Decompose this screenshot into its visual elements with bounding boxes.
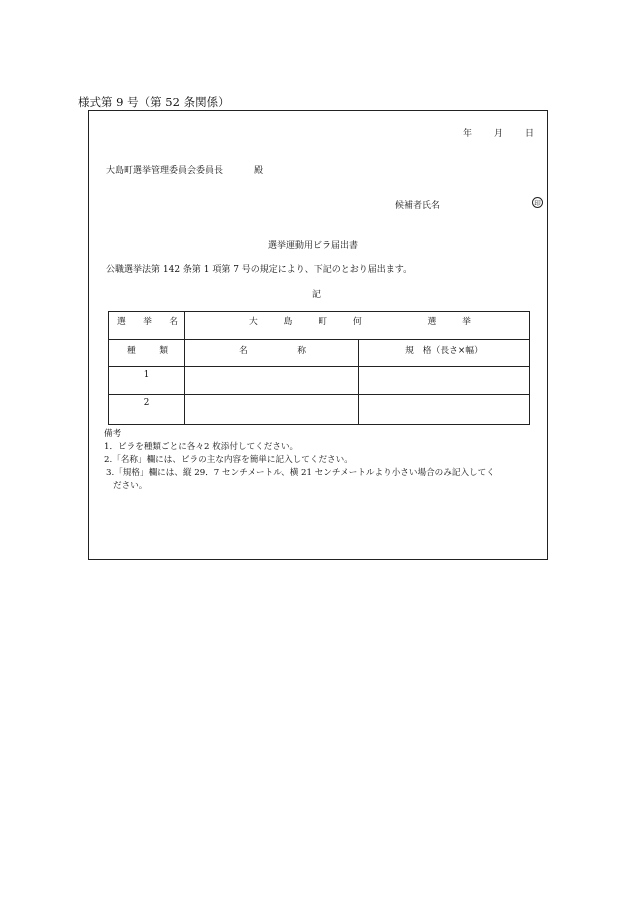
seal-mark: 印 <box>532 197 543 208</box>
spec-header: 規 格（長さ×幅） <box>359 340 530 367</box>
name-cell <box>185 367 359 395</box>
note-item: 2.「名称」欄には、ビラの主な内容を簡単に記入してください。 <box>104 455 353 465</box>
election-value-char: 何 <box>352 317 362 327</box>
document-title: 選挙運動用ビラ届出書 <box>268 241 359 251</box>
note-item: 3.「規格」欄には、縦 29．7 センチメートル、横 21 センチメートルより小さい場合のみ記入してく <box>106 468 495 478</box>
kind-header-char: 類 <box>159 346 168 356</box>
addressee-honorific: 殿 <box>254 166 264 176</box>
form-number: 様式第 9 号（第 52 条関係） <box>78 95 230 109</box>
date-year-label: 年 <box>463 129 473 139</box>
election-label-char: 挙 <box>143 317 152 327</box>
notes-title: 備考 <box>104 429 122 439</box>
election-value-cell <box>185 312 530 340</box>
row-number: 2 <box>109 395 185 425</box>
name-header-char: 名 <box>239 346 248 356</box>
election-label-cell <box>109 312 185 340</box>
election-row <box>109 312 530 340</box>
election-label-char: 名 <box>169 317 178 327</box>
ki-label: 記 <box>312 290 322 300</box>
table-row <box>109 367 530 395</box>
table-row <box>109 395 530 425</box>
date-day-label: 日 <box>525 129 535 139</box>
date-month-label: 月 <box>494 129 504 139</box>
election-value-char: 挙 <box>462 317 471 327</box>
election-value-char: 島 <box>283 317 293 327</box>
note-item: ださい。 <box>113 481 148 491</box>
kind-header-char: 種 <box>127 346 136 356</box>
spec-cell <box>359 395 530 425</box>
spec-cell <box>359 367 530 395</box>
document-body: 公職選挙法第 142 条第 1 項第 7 号の規定により、下記のとおり届出ます。 <box>106 265 413 275</box>
election-value-char: 町 <box>318 317 328 327</box>
election-value-char: 選 <box>427 317 437 327</box>
note-item: 1．ビラを種類ごとに各々2 枚添付してください。 <box>104 442 299 452</box>
candidate-name-label: 候補者氏名 <box>395 201 441 211</box>
election-label-char: 選 <box>117 317 126 327</box>
name-cell <box>185 395 359 425</box>
record-table <box>108 311 530 425</box>
name-header-char: 称 <box>297 346 306 356</box>
name-header <box>185 340 359 367</box>
header-row <box>109 340 530 367</box>
addressee-name: 大島町選挙管理委員会委員長 <box>106 166 224 176</box>
row-number: 1 <box>109 367 185 395</box>
kind-header <box>109 340 185 367</box>
election-value-char: 大 <box>249 317 258 327</box>
